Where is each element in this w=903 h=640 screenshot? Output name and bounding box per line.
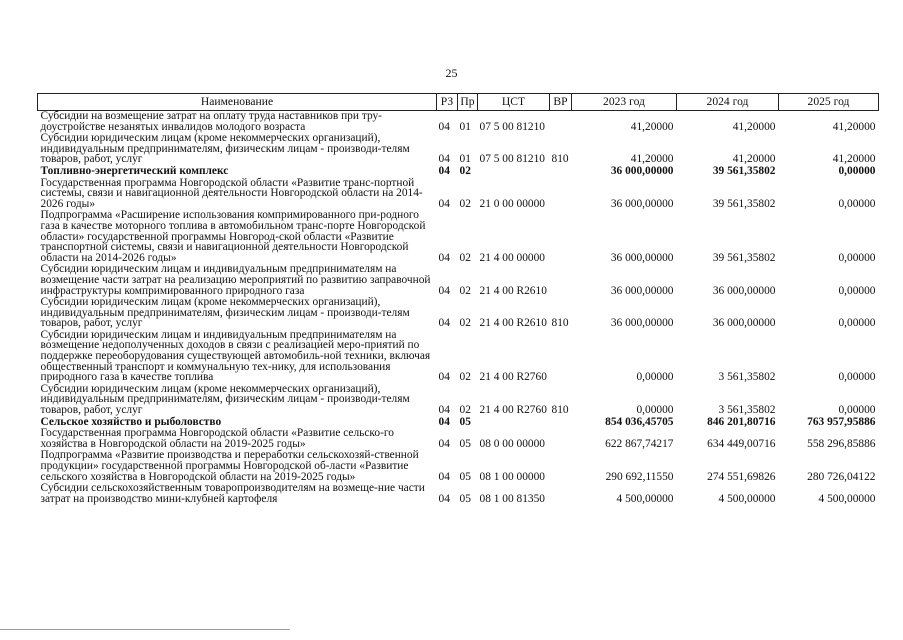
row-2023: 622 867,74217 — [605, 437, 674, 450]
row-2023: 36 000,00000 — [610, 317, 674, 330]
row-2025: 41,20000 — [832, 120, 876, 133]
row-rz: 04 — [438, 284, 450, 297]
table-row — [38, 483, 879, 505]
row-name: Подпрограмма «Расширение использования компримированного при-родного газа в качестве моторного топлива в автомобильном транс-порте Новгородской области» государственной программы Новгород-ской области «Развитие транспортной системы, связи и навигационной деятельности Новгородской области на 2014-2026 годы» — [40, 209, 426, 264]
row-cst: 08 1 00 00000 — [479, 470, 545, 483]
row-2023: 36 000,00000 — [610, 197, 674, 210]
row-2024: 4 500,00000 — [718, 492, 776, 505]
row-pr: 02 — [459, 197, 471, 210]
row-2023: 36 000,00000 — [610, 164, 674, 177]
row-pr: 02 — [459, 164, 471, 177]
row-rz: 04 — [438, 153, 450, 166]
row-name: Субсидии юридическим лицам (кроме некоммерческих организаций), индивидуальным предпринимателям, физическим лицам - производи-телям товаров, работ, услуг — [40, 382, 410, 417]
row-pr: 02 — [459, 371, 471, 384]
row-2023: 36 000,00000 — [610, 251, 674, 264]
row-2024: 41,20000 — [732, 153, 776, 166]
row-vr: 810 — [551, 404, 569, 417]
row-vr — [550, 417, 572, 429]
row-vr — [550, 264, 572, 297]
row-vr — [550, 111, 572, 134]
row-cst — [478, 166, 550, 178]
row-2024: 846 201,80716 — [707, 415, 776, 428]
row-vr — [550, 178, 572, 211]
row-2025: 41,20000 — [832, 153, 876, 166]
row-2025: 0,00000 — [838, 317, 876, 330]
table-row — [38, 133, 879, 166]
row-pr: 02 — [459, 284, 471, 297]
row-2025: 0,00000 — [838, 197, 876, 210]
header-name: Наименование — [38, 94, 437, 111]
row-2025: 558 296,85886 — [807, 437, 876, 450]
row-name: Субсидии сельскохозяйственным товаропроизводителям на возмеще-ние части затрат на производство мини-клубней картофеля — [40, 482, 425, 505]
row-2025: 4 500,00000 — [818, 492, 876, 505]
row-2024: 36 000,00000 — [712, 284, 776, 297]
row-cst: 07 5 00 81210 — [479, 120, 545, 133]
row-2025: 0,00000 — [838, 284, 876, 297]
row-rz: 04 — [438, 164, 450, 177]
row-name: Подпрограмма «Развитие производства и переработки сельскохозяй-ственной продукции» государственной программы Новгородской об-ласти «Развитие сельского хозяйства в Новгородской области на 2019-2025 годы» — [40, 449, 419, 483]
row-2025: 0,00000 — [838, 404, 876, 417]
row-2024: 3 561,35802 — [718, 404, 776, 417]
table-row — [38, 178, 879, 211]
row-name: Субсидии юридическим лицам (кроме некоммерческих организаций), индивидуальным предпринимателям, физическим лицам - производи-телям товаров, работ, услуг — [40, 296, 410, 330]
row-name: Субсидии юридическим лицам и индивидуальным предпринимателям на возмещение недополученных доходов в связи с реализацией меро-приятий по поддержке переоборудования существующей автомобиль-ной техники, включая общественный транспорт и коммунальную тех-нику, для использования природного газа в качестве топлива — [40, 328, 431, 384]
row-vr — [550, 166, 572, 178]
table-body — [38, 111, 879, 506]
table-row — [38, 330, 879, 384]
row-cst: 21 4 00 R2760 — [479, 371, 547, 384]
row-cst: 21 4 00 00000 — [479, 251, 545, 264]
row-2024: 634 449,00716 — [707, 437, 776, 450]
row-vr — [550, 483, 572, 505]
row-2023: 4 500,00000 — [616, 492, 674, 505]
row-pr: 02 — [459, 317, 471, 330]
row-name: Сельское хозяйство и рыболовство — [40, 415, 222, 428]
row-pr: 05 — [459, 415, 471, 428]
row-2023: 0,00000 — [636, 371, 674, 384]
row-2025: 0,00000 — [838, 251, 876, 264]
row-2023: 290 692,11550 — [605, 470, 674, 483]
row-2023: 36 000,00000 — [610, 284, 674, 297]
row-2025: 0,00000 — [838, 371, 876, 384]
row-cst: 21 0 00 00000 — [479, 197, 545, 210]
row-2025: 280 726,04122 — [807, 470, 876, 483]
row-rz: 04 — [438, 404, 450, 417]
row-cst: 21 4 00 R2610 — [479, 284, 547, 297]
row-2024: 39 561,35802 — [712, 164, 776, 177]
row-name: Топливно-энергетический комплекс — [40, 164, 229, 177]
row-pr: 05 — [459, 470, 471, 483]
header-2025: 2025 год — [779, 94, 879, 111]
row-2023: 41,20000 — [630, 153, 674, 166]
row-2025: 763 957,95886 — [807, 415, 876, 428]
row-pr: 02 — [459, 404, 471, 417]
row-2024: 39 561,35802 — [712, 251, 776, 264]
row-rz: 04 — [438, 437, 450, 450]
row-2023: 854 036,45705 — [605, 415, 674, 428]
row-name: Государственная программа Новгородской области «Развитие сельско-го хозяйства в Новгородской области на 2019-2025 годы» — [40, 427, 394, 450]
row-rz: 04 — [438, 317, 450, 330]
table-row — [38, 450, 879, 483]
table-row — [38, 264, 879, 297]
table-row — [38, 297, 879, 330]
header-vr: ВР — [550, 94, 572, 111]
row-vr: 810 — [551, 153, 569, 166]
row-cst — [478, 417, 550, 429]
row-pr: 05 — [459, 437, 471, 450]
row-2024: 274 551,69826 — [707, 470, 776, 483]
table-row — [38, 111, 879, 134]
row-cst: 08 0 00 00000 — [479, 437, 545, 450]
budget-table — [37, 93, 879, 505]
header-2024: 2024 год — [677, 94, 779, 111]
row-pr: 02 — [459, 251, 471, 264]
row-cst: 21 4 00 R2610 — [479, 317, 547, 330]
row-name: Государственная программа Новгородской области «Развитие транс-портной системы, связи и навигационной деятельности Новгородской области на 2014-2026 годы» — [40, 176, 423, 210]
row-rz: 04 — [438, 120, 450, 133]
row-rz: 04 — [438, 415, 450, 428]
row-rz: 04 — [438, 371, 450, 384]
table-header-row — [38, 94, 879, 111]
row-pr: 01 — [459, 153, 471, 166]
row-2023: 0,00000 — [636, 404, 674, 417]
row-2023: 41,20000 — [630, 120, 674, 133]
row-rz: 04 — [438, 197, 450, 210]
row-2024: 36 000,00000 — [712, 317, 776, 330]
page-number: 25 — [445, 66, 458, 80]
footer-rule — [0, 629, 290, 630]
row-name: Субсидии юридическим лицам и индивидуальным предпринимателям на возмещение части затрат на реализацию мероприятий по развитию заправочной инфраструктуры компримированного природного газа — [40, 263, 431, 297]
row-2024: 41,20000 — [732, 120, 776, 133]
row-name: Субсидии на возмещение затрат на оплату труда наставников при тру-доустройстве незанятых инвалидов молодого возраста — [40, 110, 382, 133]
row-vr: 810 — [551, 317, 569, 330]
row-cst: 08 1 00 81350 — [479, 492, 545, 505]
row-pr: 05 — [459, 492, 471, 505]
row-2024: 39 561,35802 — [712, 197, 776, 210]
row-2024: 3 561,35802 — [718, 371, 776, 384]
row-rz: 04 — [438, 470, 450, 483]
row-rz: 04 — [438, 251, 450, 264]
row-2025: 0,00000 — [838, 164, 876, 177]
row-cst: 07 5 00 81210 — [479, 153, 545, 166]
table-row — [38, 210, 879, 264]
table-row — [38, 428, 879, 450]
row-name: Субсидии юридическим лицам (кроме некоммерческих организаций), индивидуальным предпринимателям, физическим лицам - производи-телям товаров, работ, услуг — [40, 132, 410, 166]
row-vr — [550, 210, 572, 264]
header-pr: Пр — [458, 94, 478, 111]
row-vr — [550, 330, 572, 384]
row-rz: 04 — [438, 492, 450, 505]
header-2023: 2023 год — [572, 94, 677, 111]
table-row — [38, 384, 879, 417]
header-rz: РЗ — [437, 94, 458, 111]
row-pr: 01 — [459, 120, 471, 133]
table-row — [38, 166, 879, 178]
row-vr — [550, 450, 572, 483]
header-cst: ЦСТ — [478, 94, 550, 111]
row-cst: 21 4 00 R2760 — [479, 404, 547, 417]
row-vr — [550, 428, 572, 450]
